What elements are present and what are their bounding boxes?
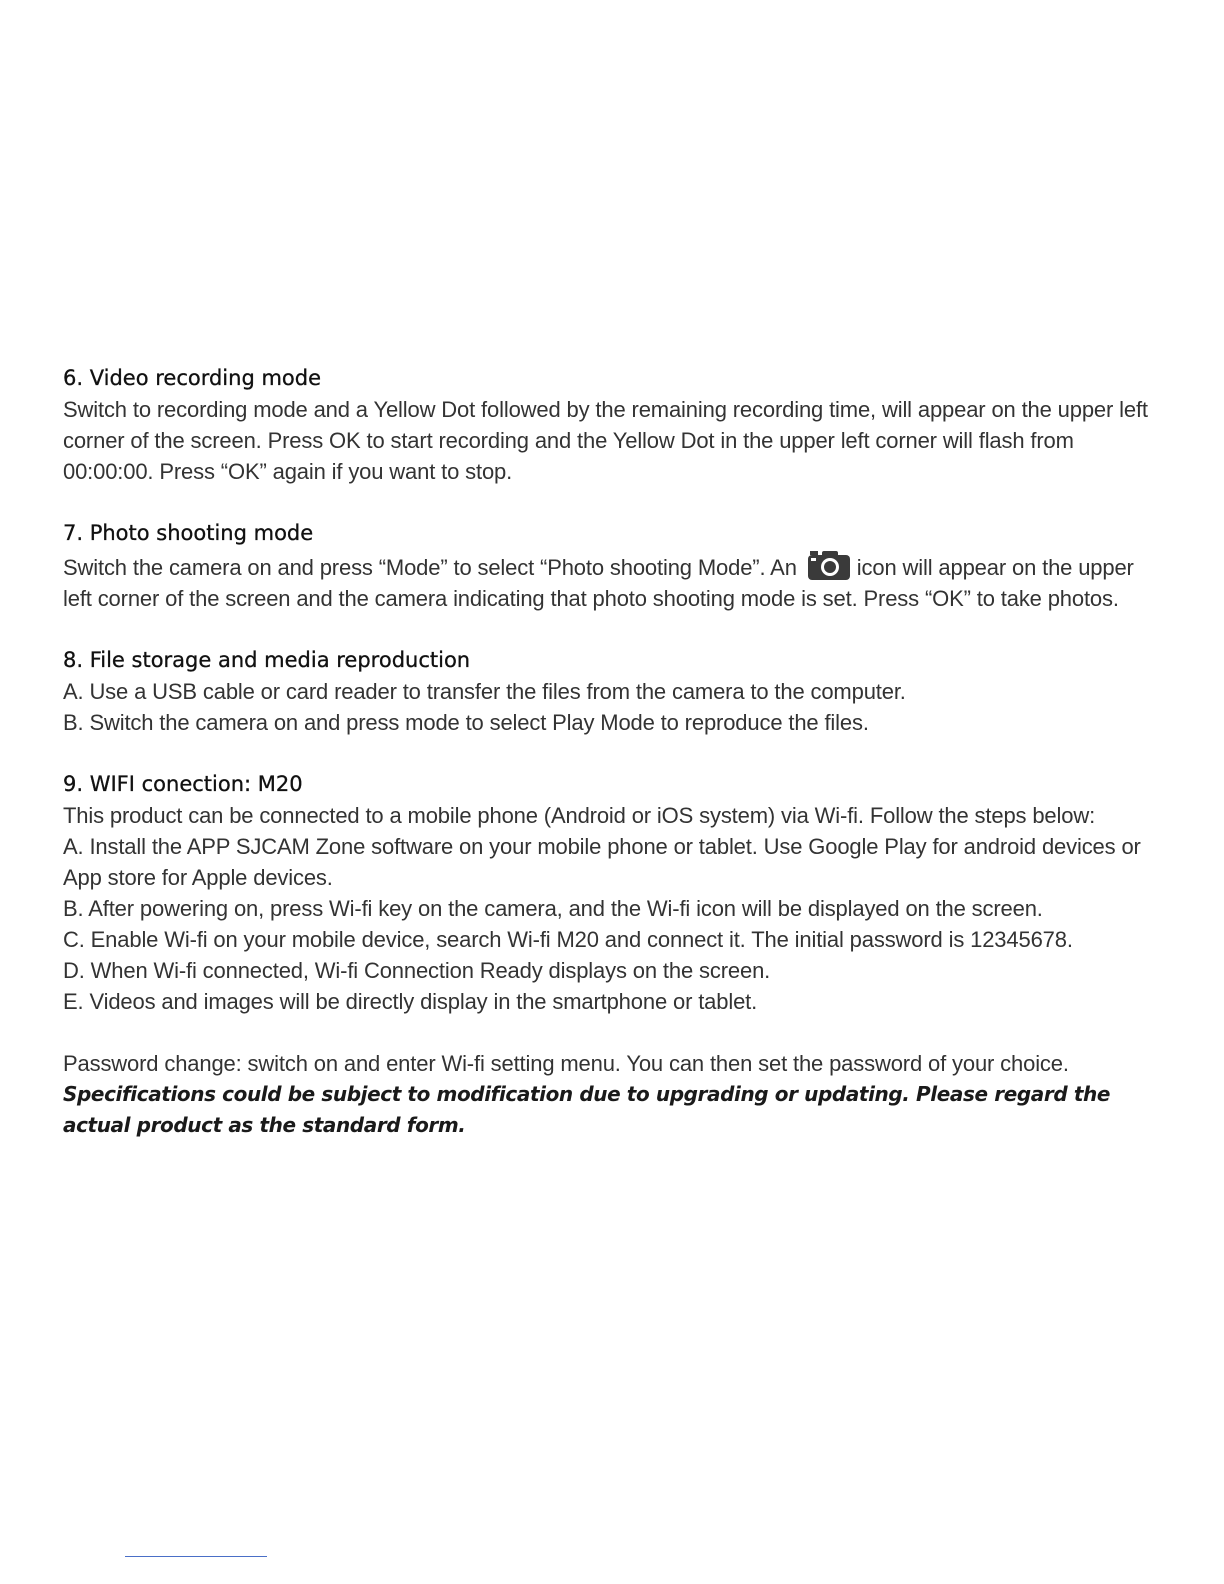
storage-line-a: A. Use a USB cable or card reader to transfer the files from the camera to the computer.	[63, 679, 906, 704]
section-wifi-connection	[63, 769, 1161, 1017]
section-title: 8. File storage and media reproduction	[63, 648, 471, 672]
wifi-step-c: C. Enable Wi-fi on your mobile device, search Wi-fi M20 and connect it. The initial password is 12345678.	[63, 927, 1073, 952]
wifi-step-a: A. Install the APP SJCAM Zone software on your mobile phone or tablet. Use Google Play for android devices or App store for Apple devices.	[63, 834, 1141, 890]
body-text-before-icon: Switch the camera on and press “Mode” to select “Photo shooting Mode”. An	[63, 555, 797, 580]
wifi-intro: This product can be connected to a mobile phone (Android or iOS system) via Wi-fi. Follow the steps below:	[63, 803, 1096, 828]
password-note: Password change: switch on and enter Wi-fi setting menu. You can then set the password of your choice.	[63, 1051, 1069, 1076]
storage-line-b: B. Switch the camera on and press mode to select Play Mode to reproduce the files.	[63, 710, 869, 735]
wifi-step-e: E. Videos and images will be directly display in the smartphone or tablet.	[63, 989, 758, 1014]
section-photo-shooting	[63, 518, 1161, 614]
section-body: Switch to recording mode and a Yellow Dot followed by the remaining recording time, will appear on the upper left corner of the screen. Press OK to start recording and the Yellow Dot in the upper left corner will flash from 00:00:00. Press “OK” again if you want to stop.	[63, 397, 1148, 484]
section-title: 6. Video recording mode	[63, 366, 322, 390]
section-file-storage	[63, 645, 1161, 738]
section-video-recording	[63, 363, 1161, 487]
wifi-step-d: D. When Wi-fi connected, Wi-fi Connection Ready displays on the screen.	[63, 958, 771, 983]
wifi-step-b: B. After powering on, press Wi-fi key on the camera, and the Wi-fi icon will be displayed on the screen.	[63, 896, 1043, 921]
section-body	[63, 549, 1161, 614]
section-title: 7. Photo shooting mode	[63, 521, 314, 545]
document-page	[63, 363, 1161, 1172]
camera-icon	[807, 549, 851, 581]
specifications-note: Specifications could be subject to modification due to upgrading or updating. Please regard the actual product as the standard form.	[63, 1082, 1111, 1137]
section-footer-notes	[63, 1048, 1161, 1141]
body-text-after-icon: icon will appear on the upper left corner of the screen and the camera indicating that photo shooting mode is set. Press “OK” to take photos.	[63, 555, 1134, 611]
footer-divider	[125, 1556, 267, 1557]
section-title: 9. WIFI conection: M20	[63, 772, 303, 796]
